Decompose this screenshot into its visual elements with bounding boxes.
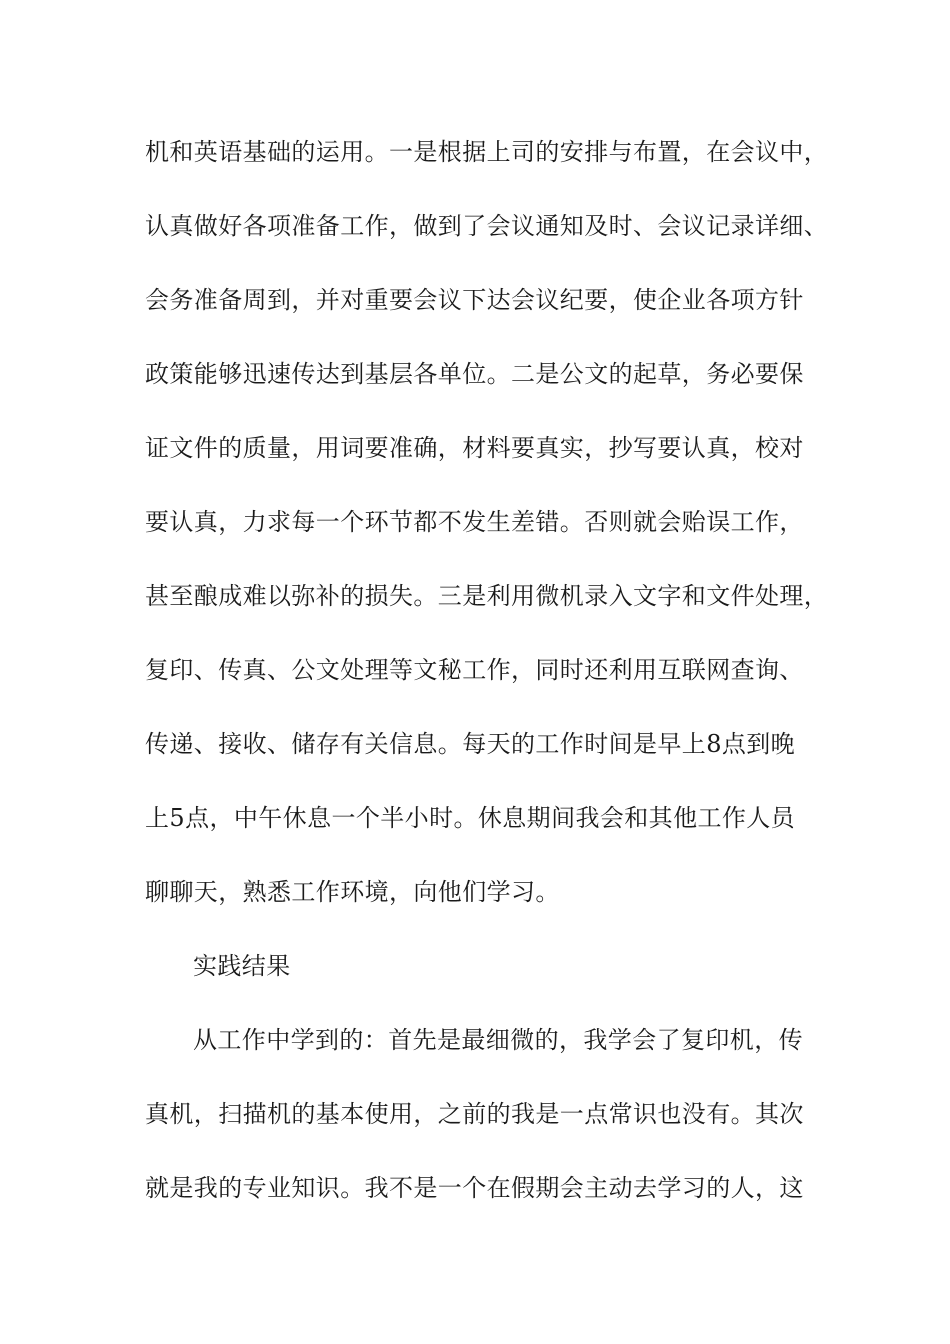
paragraph-line: 上5点，中午休息一个半小时。休息期间我会和其他工作人员 (145, 804, 796, 832)
paragraph-line: 要认真，力求每一个环节都不发生差错。否则就会贻误工作， (145, 508, 804, 536)
paragraph-line: 政策能够迅速传达到基层各单位。二是公文的起草，务必要保 (145, 360, 804, 388)
paragraph-line: 甚至酿成难以弥补的损失。三是利用微机录入文字和文件处理， (145, 582, 829, 610)
paragraph-line: 认真做好各项准备工作，做到了会议通知及时、会议记录详细、 (145, 212, 829, 240)
paragraph-line: 机和英语基础的运用。一是根据上司的安排与布置，在会议中， (145, 138, 829, 166)
paragraph-line: 从工作中学到的：首先是最细微的，我学会了复印机，传 (193, 1026, 803, 1054)
paragraph-line: 聊聊天，熟悉工作环境，向他们学习。 (145, 878, 560, 906)
section-heading: 实践结果 (193, 952, 291, 980)
paragraph-line: 传递、接收、储存有关信息。每天的工作时间是早上8点到晚 (145, 730, 796, 758)
paragraph-line: 真机，扫描机的基本使用，之前的我是一点常识也没有。其次 (145, 1100, 804, 1128)
paragraph-line: 证文件的质量，用词要准确，材料要真实，抄写要认真，校对 (145, 434, 804, 462)
paragraph-line: 复印、传真、公文处理等文秘工作，同时还利用互联网查询、 (145, 656, 804, 684)
paragraph-line: 就是我的专业知识。我不是一个在假期会主动去学习的人，这 (145, 1174, 804, 1202)
paragraph-line: 会务准备周到，并对重要会议下达会议纪要，使企业各项方针 (145, 286, 804, 314)
